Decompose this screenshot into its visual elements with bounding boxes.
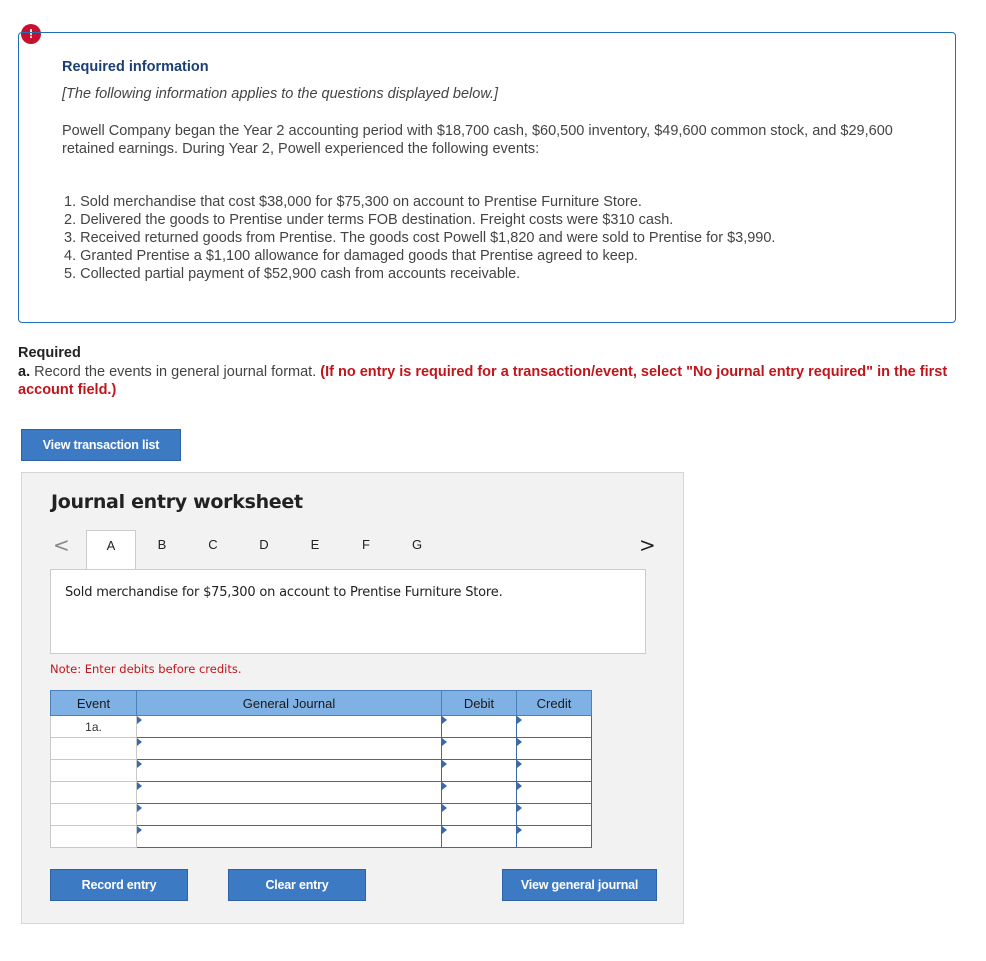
debit-input[interactable] — [442, 826, 517, 848]
journal-entry-worksheet — [21, 472, 684, 924]
transaction-description — [50, 569, 646, 654]
tab-a[interactable]: A — [86, 530, 136, 571]
record-entry-button[interactable]: Record entry — [50, 869, 188, 901]
debit-input[interactable] — [442, 738, 517, 760]
event-cell — [51, 760, 137, 782]
table-row — [51, 804, 592, 826]
required-information-panel — [18, 32, 956, 323]
info-title: Required information — [62, 59, 209, 75]
tab-b[interactable]: B — [157, 537, 167, 552]
events-list — [64, 193, 775, 283]
event-cell — [51, 804, 137, 826]
event-cell — [51, 826, 137, 848]
table-row — [51, 716, 592, 738]
journal-table — [50, 690, 592, 848]
part-label: a. — [18, 364, 31, 380]
list-item: 2. Delivered the goods to Prentise under terms FOB destination. Freight costs were $310 cash. — [64, 212, 674, 228]
list-item: 3. Received returned goods from Prentise. The goods cost Powell $1,820 and were sold to Prentise for $3,990. — [64, 230, 776, 246]
header-event: Event — [51, 691, 137, 716]
account-select[interactable] — [137, 738, 442, 760]
debit-input[interactable] — [442, 716, 517, 738]
tab-f[interactable]: F — [362, 537, 370, 552]
tab-g[interactable]: G — [411, 537, 423, 552]
view-transaction-list-button[interactable]: View transaction list — [21, 429, 181, 461]
chevron-right-icon[interactable]: > — [639, 533, 656, 557]
chevron-left-icon[interactable]: < — [53, 533, 70, 557]
debit-input[interactable] — [442, 782, 517, 804]
list-item: 4. Granted Prentise a $1,100 allowance for damaged goods that Prentise agreed to keep. — [64, 248, 638, 264]
account-select[interactable] — [137, 782, 442, 804]
debit-input[interactable] — [442, 760, 517, 782]
event-cell: 1a. — [51, 716, 137, 738]
description-text: Sold merchandise for $75,300 on account to Prentise Furniture Store. — [65, 585, 503, 600]
debit-credit-note: Note: Enter debits before credits. — [50, 662, 242, 676]
required-text: Record the events in general journal format. — [30, 364, 321, 380]
debit-input[interactable] — [442, 804, 517, 826]
table-row — [51, 738, 592, 760]
header-debit: Debit — [442, 691, 517, 716]
table-row — [51, 826, 592, 848]
event-cell — [51, 738, 137, 760]
credit-input[interactable] — [517, 760, 592, 782]
credit-input[interactable] — [517, 738, 592, 760]
info-subtitle: [The following information applies to the questions displayed below.] — [62, 86, 499, 102]
required-instructions — [18, 363, 958, 399]
list-item: 5. Collected partial payment of $52,900 cash from accounts receivable. — [64, 266, 521, 282]
header-credit: Credit — [517, 691, 592, 716]
table-header-row — [51, 691, 592, 716]
worksheet-title: Journal entry worksheet — [51, 491, 303, 513]
account-select[interactable] — [137, 804, 442, 826]
header-general-journal: General Journal — [137, 691, 442, 716]
tab-e[interactable]: E — [310, 537, 320, 552]
account-select[interactable] — [137, 716, 442, 738]
required-heading: Required — [18, 345, 81, 361]
credit-input[interactable] — [517, 804, 592, 826]
credit-input[interactable] — [517, 782, 592, 804]
tab-c[interactable]: C — [208, 537, 218, 552]
account-select[interactable] — [137, 826, 442, 848]
required-instruction: (If no entry is required for a transaction/event, select "No journal entry required" in the first account field.) — [18, 364, 948, 398]
info-intro: Powell Company began the Year 2 accounting period with $18,700 cash, $60,500 inventory, $49,600 common stock, and $29,600 retained earnings. During Year 2, Powell experienced the following events: — [62, 123, 893, 157]
clear-entry-button[interactable]: Clear entry — [228, 869, 366, 901]
list-item: 1. Sold merchandise that cost $38,000 for $75,300 on account to Prentise Furniture Store. — [64, 194, 642, 210]
credit-input[interactable] — [517, 716, 592, 738]
account-select[interactable] — [137, 760, 442, 782]
credit-input[interactable] — [517, 826, 592, 848]
event-cell — [51, 782, 137, 804]
view-general-journal-button[interactable]: View general journal — [502, 869, 657, 901]
tab-d[interactable]: D — [259, 537, 269, 552]
table-row — [51, 782, 592, 804]
table-row — [51, 760, 592, 782]
exclamation-icon: ! — [21, 24, 41, 44]
